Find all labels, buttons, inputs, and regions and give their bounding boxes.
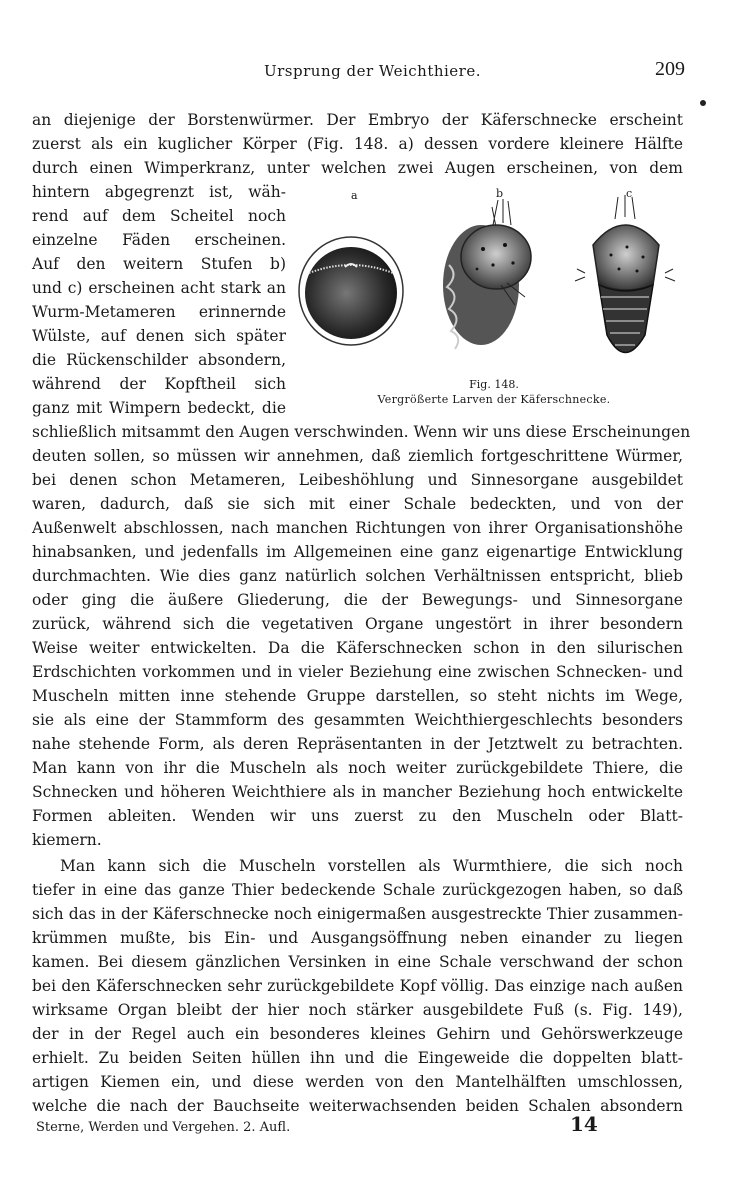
text-line: Man kann von ihr die Muscheln als noch weiter zurückgebildete Thiere, die (32, 759, 683, 777)
text-line: Auf den weitern Stufen b) (32, 255, 286, 273)
text-line: durchmachten. Wie dies ganz natürlich solchen Verhältnissen entspricht, blieb (32, 567, 683, 585)
larva-c (575, 195, 675, 353)
larvae-illustration (293, 185, 695, 375)
text-line: welche die nach der Bauchseite weiterwachsenden beiden Schalen absondern (32, 1097, 683, 1115)
text-line: rend auf dem Scheitel noch (32, 207, 286, 225)
text-line: ganz mit Wimpern bedeckt, die (32, 399, 286, 417)
text-line: nahe stehende Form, als deren Repräsentanten in der Jetztwelt zu betrachten. (32, 735, 683, 753)
text-line: bei denen schon Metameren, Leibeshöhlung und Sinnesorgane ausgebildet (32, 471, 683, 489)
text-line: Wurm-Metameren erinnernde (32, 303, 286, 321)
text-line: Außenwelt abschlossen, nach manchen Richtungen von ihrer Organisationshöhe (32, 519, 683, 537)
text-line: durch einen Wimperkranz, unter welchen zwei Augen erscheinen, von dem (32, 159, 683, 177)
text-line: Man kann sich die Muscheln vorstellen als Wurmthiere, die sich noch (60, 857, 683, 875)
text-line: einzelne Fäden erscheinen. (32, 231, 286, 249)
figure-label-b: b (496, 187, 504, 200)
figure-number: Fig. 148. (469, 378, 519, 391)
figure-caption: Vergrößerte Larven der Käferschnecke. (377, 393, 611, 406)
text-line: und c) erscheinen acht stark an (32, 279, 286, 297)
text-line: sie als eine der Stammform des gesammten Weichthiergeschlechts besonders (32, 711, 683, 729)
text-line: schließlich mitsammt den Augen verschwinden. Wenn wir uns diese Erscheinungen (32, 423, 691, 441)
figure-148 (293, 185, 695, 415)
text-line: während der Kopftheil sich (32, 375, 286, 393)
text-line: oder ging die äußere Gliederung, die der Bewegungs- und Sinnesorgane (32, 591, 683, 609)
sheet-signature: 14 (570, 1112, 598, 1136)
text-line: kiemern. (32, 831, 102, 849)
figure-label-c: c (626, 187, 633, 200)
book-footer: Sterne, Werden und Vergehen. 2. Aufl. (36, 1120, 291, 1135)
text-line: zurück, während sich die vegetativen Organe ungestört in ihrer besondern (32, 615, 683, 633)
larva-b (443, 199, 531, 349)
text-line: waren, dadurch, daß sie sich mit einer Schale bedeckten, und von der (32, 495, 683, 513)
text-line: erhielt. Zu beiden Seiten hüllen ihn und die Eingeweide die doppelten blatt- (32, 1049, 683, 1067)
text-line: hintern abgegrenzt ist, wäh- (32, 183, 286, 201)
text-line: Erdschichten vorkommen und in vieler Beziehung eine zwischen Schnecken- und (32, 663, 683, 681)
text-line: Weise weiter entwickelten. Da die Käferschnecken schon in den silurischen (32, 639, 683, 657)
text-line: bei den Käferschnecken sehr zurückgebildete Kopf völlig. Das einzige nach außen (32, 977, 683, 995)
text-line: kamen. Bei diesem gänzlichen Versinken in eine Schale verschwand der schon (32, 953, 683, 971)
text-line: die Rückenschilder absondern, (32, 351, 286, 369)
text-line: deuten sollen, so müssen wir annehmen, daß ziemlich fortgeschrittene Würmer, (32, 447, 683, 465)
text-line: an diejenige der Borstenwürmer. Der Embryo der Käferschnecke erscheint (32, 111, 683, 129)
text-line: tiefer in eine das ganze Thier bedeckende Schale zurückgezogen haben, so daß (32, 881, 683, 899)
text-line: sich das in der Käferschnecke noch einigermaßen ausgestreckte Thier zusammen- (32, 905, 683, 923)
text-line: wirksame Organ bleibt der hier noch stärker ausgebildete Fuß (s. Fig. 149), (32, 1001, 683, 1019)
text-line: Wülste, auf denen sich später (32, 327, 286, 345)
figure-label-a: a (351, 189, 358, 202)
text-line: hinabsanken, und jedenfalls im Allgemeinen eine ganz eigenartige Entwicklung (32, 543, 683, 561)
page-number: 209 (655, 58, 685, 80)
text-line: der in der Regel auch ein besonderes kleines Gehirn und Gehörswerkzeuge (32, 1025, 683, 1043)
ink-spot (700, 100, 706, 106)
text-line: Formen ableiten. Wenden wir uns zuerst zu den Muscheln oder Blatt- (32, 807, 683, 825)
text-line: Muscheln mitten inne stehende Gruppe darstellen, so steht nichts im Wege, (32, 687, 683, 705)
embryo-a (299, 237, 403, 345)
text-line: zuerst als ein kuglicher Körper (Fig. 148. a) dessen vordere kleinere Hälfte (32, 135, 683, 153)
text-line: krümmen mußte, bis Ein- und Ausgangsöffnung neben einander zu liegen (32, 929, 683, 947)
running-head: Ursprung der Weichthiere. (264, 62, 481, 80)
text-line: artigen Kiemen ein, und diese werden von den Mantelhälften umschlossen, (32, 1073, 683, 1091)
text-line: Schnecken und höheren Weichthiere als in mancher Beziehung hoch entwickelte (32, 783, 683, 801)
